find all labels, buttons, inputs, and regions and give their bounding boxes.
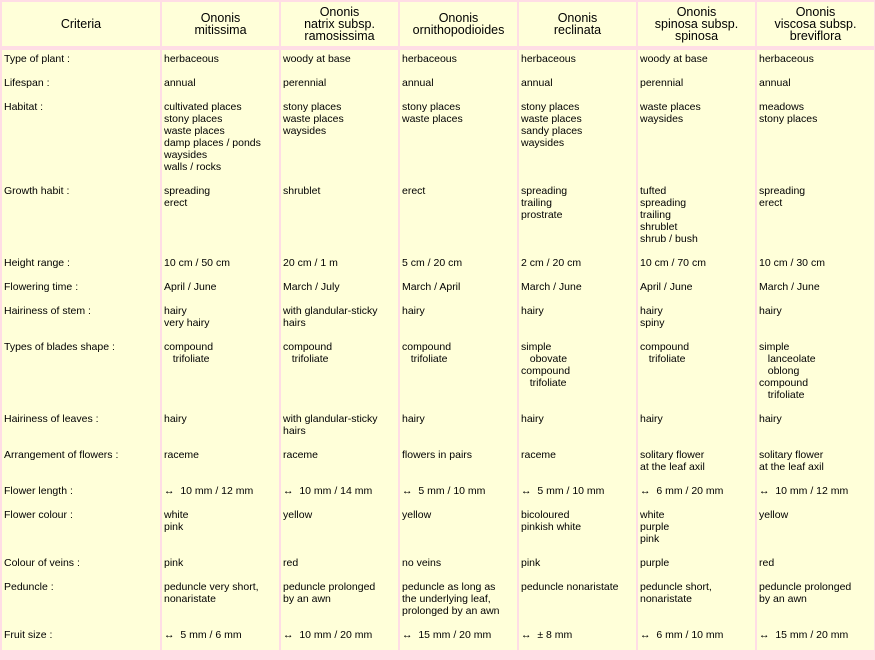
table-cell: cultivated places stony places waste places damp places / ponds waysides walls / rocks (162, 98, 279, 182)
criteria-label: Height range : (2, 254, 160, 278)
table-cell: white pink (162, 506, 279, 554)
table-cell: yellow (757, 506, 874, 554)
species-name: Ononis natrix subsp. ramosissima (304, 5, 375, 43)
table-cell: ↔ 15 mm / 20 mm (400, 626, 517, 650)
species-name: Ononis reclinata (553, 11, 602, 37)
table-cell: compound trifoliate (400, 338, 517, 410)
table-cell: raceme (519, 446, 636, 482)
table-cell: annual (400, 74, 517, 98)
table-cell: 10 cm / 70 cm (638, 254, 755, 278)
table-cell: hairy (162, 410, 279, 446)
criteria-label: Hairiness of stem : (2, 302, 160, 338)
table-cell: stony places waste places (400, 98, 517, 182)
table-cell: pink (519, 554, 636, 578)
criteria-label: Arrangement of flowers : (2, 446, 160, 482)
table-cell: woody at base (638, 50, 755, 74)
table-cell: with glandular-sticky hairs (281, 410, 398, 446)
table-cell: perennial (281, 74, 398, 98)
table-cell: March / April (400, 278, 517, 302)
criteria-label: Peduncle : (2, 578, 160, 626)
criteria-label: Type of plant : (2, 50, 160, 74)
table-cell: spreading trailing prostrate (519, 182, 636, 254)
criteria-label: Flower length : (2, 482, 160, 506)
table-cell: simple lanceolate oblong compound trifoliate (757, 338, 874, 410)
table-cell: ↔ 10 mm / 12 mm (162, 482, 279, 506)
table-cell: herbaceous (400, 50, 517, 74)
table-cell: March / June (757, 278, 874, 302)
table-cell: raceme (162, 446, 279, 482)
table-cell: stony places waste places waysides (281, 98, 398, 182)
table-cell: waste places waysides (638, 98, 755, 182)
table-cell: peduncle as long as the underlying leaf, prolonged by an awn (400, 578, 517, 626)
header-criteria-label: Criteria (60, 17, 102, 31)
table-cell: raceme (281, 446, 398, 482)
table-cell: meadows stony places (757, 98, 874, 182)
table-cell: purple (638, 554, 755, 578)
table-cell: March / June (519, 278, 636, 302)
criteria-label: Habitat : (2, 98, 160, 182)
table-cell: ↔ 10 mm / 14 mm (281, 482, 398, 506)
table-cell: hairy (757, 302, 874, 338)
table-cell: hairy (519, 302, 636, 338)
table-cell: peduncle very short, nonaristate (162, 578, 279, 626)
table-cell: herbaceous (757, 50, 874, 74)
table-cell: hairy (519, 410, 636, 446)
table-cell: 10 cm / 30 cm (757, 254, 874, 278)
table-cell: ↔ 15 mm / 20 mm (757, 626, 874, 650)
table-cell: hairy very hairy (162, 302, 279, 338)
table-cell: 10 cm / 50 cm (162, 254, 279, 278)
table-cell: 20 cm / 1 m (281, 254, 398, 278)
comparison-table (2, 2, 874, 650)
table-cell: ↔ 5 mm / 6 mm (162, 626, 279, 650)
table-cell: hairy (757, 410, 874, 446)
table-cell: 5 cm / 20 cm (400, 254, 517, 278)
table-cell: no veins (400, 554, 517, 578)
table-cell: annual (757, 74, 874, 98)
table-cell: tufted spreading trailing shrublet shrub / bush (638, 182, 755, 254)
criteria-label: Flowering time : (2, 278, 160, 302)
table-cell: annual (519, 74, 636, 98)
table-cell: white purple pink (638, 506, 755, 554)
table-cell: annual (162, 74, 279, 98)
table-cell: spreading erect (162, 182, 279, 254)
criteria-label: Types of blades shape : (2, 338, 160, 410)
table-cell: peduncle nonaristate (519, 578, 636, 626)
table-cell: ↔ 10 mm / 20 mm (281, 626, 398, 650)
table-cell: erect (400, 182, 517, 254)
table-cell: hairy spiny (638, 302, 755, 338)
table-cell: solitary flower at the leaf axil (638, 446, 755, 482)
table-cell: bicoloured pinkish white (519, 506, 636, 554)
table-cell: yellow (281, 506, 398, 554)
table-cell: perennial (638, 74, 755, 98)
table-cell: red (281, 554, 398, 578)
criteria-label: Colour of veins : (2, 554, 160, 578)
criteria-label: Lifespan : (2, 74, 160, 98)
table-cell: flowers in pairs (400, 446, 517, 482)
table-cell: ↔ 5 mm / 10 mm (519, 482, 636, 506)
table-cell: shrublet (281, 182, 398, 254)
criteria-label: Flower colour : (2, 506, 160, 554)
header-species (757, 2, 874, 46)
table-cell: ↔ 5 mm / 10 mm (400, 482, 517, 506)
table-cell: woody at base (281, 50, 398, 74)
header-species (638, 2, 755, 46)
table-cell: ↔ 10 mm / 12 mm (757, 482, 874, 506)
table-cell: hairy (638, 410, 755, 446)
table-cell: compound trifoliate (638, 338, 755, 410)
table-cell: spreading erect (757, 182, 874, 254)
table-cell: April / June (162, 278, 279, 302)
header-species (400, 2, 517, 46)
table-cell: hairy (400, 410, 517, 446)
table-cell: herbaceous (519, 50, 636, 74)
criteria-label: Fruit size : (2, 626, 160, 650)
table-cell: ↔ 6 mm / 10 mm (638, 626, 755, 650)
table-cell: compound trifoliate (162, 338, 279, 410)
table-cell: peduncle short, nonaristate (638, 578, 755, 626)
header-species (162, 2, 279, 46)
table-cell: April / June (638, 278, 755, 302)
table-cell: hairy (400, 302, 517, 338)
header-species (281, 2, 398, 46)
table-cell: red (757, 554, 874, 578)
header-species (519, 2, 636, 46)
criteria-label: Hairiness of leaves : (2, 410, 160, 446)
table-cell: ↔ 6 mm / 20 mm (638, 482, 755, 506)
header-criteria (2, 2, 160, 46)
table-cell: solitary flower at the leaf axil (757, 446, 874, 482)
table-cell: herbaceous (162, 50, 279, 74)
species-name: Ononis viscosa subsp. breviflora (774, 5, 857, 43)
species-name: Ononis spinosa subsp. spinosa (654, 5, 739, 43)
table-cell: compound trifoliate (281, 338, 398, 410)
table-cell: with glandular-sticky hairs (281, 302, 398, 338)
table-cell: March / July (281, 278, 398, 302)
species-name: Ononis ornithopodioides (412, 11, 505, 37)
table-cell: peduncle prolonged by an awn (281, 578, 398, 626)
table-cell: 2 cm / 20 cm (519, 254, 636, 278)
table-cell: pink (162, 554, 279, 578)
table-cell: peduncle prolonged by an awn (757, 578, 874, 626)
table-cell: ↔ ± 8 mm (519, 626, 636, 650)
species-name: Ononis mitissima (194, 11, 247, 37)
table-cell: yellow (400, 506, 517, 554)
criteria-label: Growth habit : (2, 182, 160, 254)
table-cell: simple obovate compound trifoliate (519, 338, 636, 410)
table-cell: stony places waste places sandy places waysides (519, 98, 636, 182)
